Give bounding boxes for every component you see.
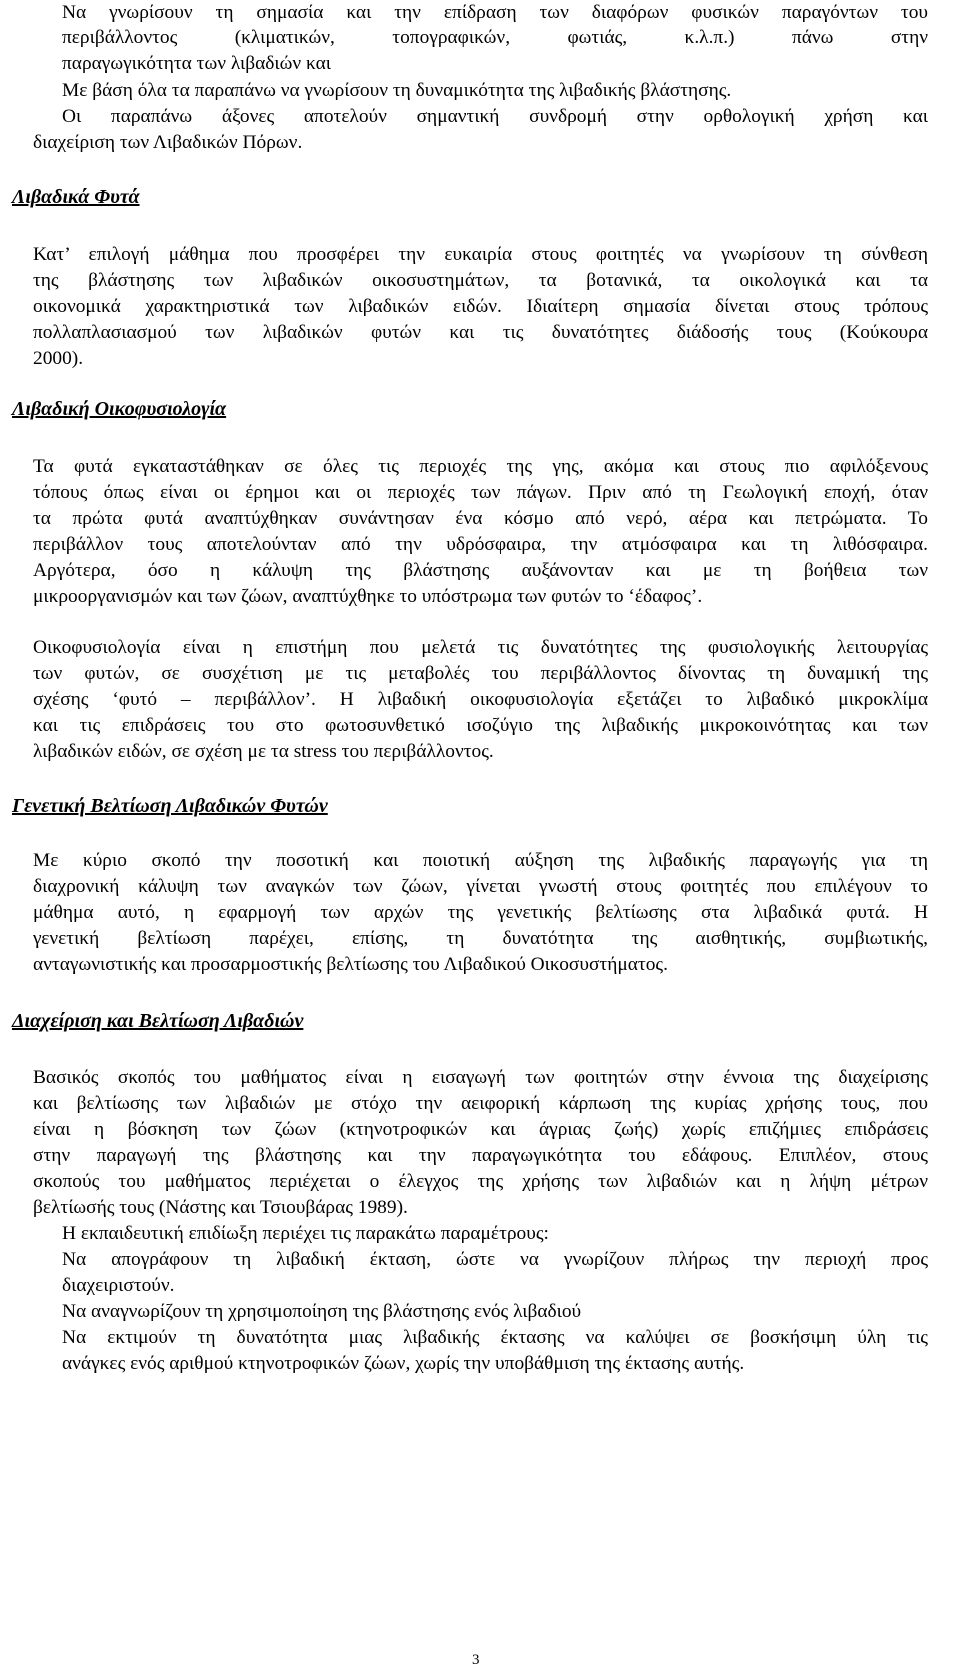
paragraph-line: Οικοφυσιολογία είναι η επιστήμη που μελετά τις δυνατότητες της φυσιολογικής λειτουργίας xyxy=(33,637,928,658)
paragraph-line: και βελτίωσης των λιβαδιών με στόχο την αειφορική κάρπωση της κυρίας χρήσης τους, που xyxy=(33,1093,928,1114)
paragraph-line: στην παραγωγή της βλάστησης και την παραγωγικότητα του εδάφους. Επιπλέον, στους xyxy=(33,1145,928,1166)
paragraph-line: βελτίωσής τους (Νάστης και Τσιουβάρας 1989). xyxy=(33,1197,408,1218)
paragraph-line: ανταγωνιστικής και προσαρμοστικής βελτίωσης του Λιβαδικού Οικοσυστήματος. xyxy=(33,954,668,975)
paragraph-line: λιβαδικών ειδών, σε σχέση με τα stress του περιβάλλοντος. xyxy=(33,741,494,762)
paragraph-line: γενετική βελτίωση παρέχει, επίσης, τη δυνατότητα της αισθητικής, συμβιωτικής, xyxy=(33,928,928,949)
list-item: Να αναγνωρίζουν τη χρησιμοποίηση της βλάστησης ενός λιβαδιού xyxy=(62,1301,582,1322)
paragraph-line: των φυτών, σε συσχέτιση με τις μεταβολές του περιβάλλοντος δίνοντας τη δυναμική της xyxy=(33,663,928,684)
list-item-continued: ανάγκες ενός αριθμού κτηνοτροφικών ζώων, χωρίς την υποβάθμιση της έκτασης αυτής. xyxy=(62,1353,745,1374)
paragraph-line: Κατ’ επιλογή μάθημα που προσφέρει την ευκαιρία στους φοιτητές να γνωρίσουν τη σύνθεση xyxy=(33,244,928,265)
list-item-continued: διαχειριστούν. xyxy=(62,1275,175,1296)
paragraph-line: περιβάλλον τους αποτελούνταν από την υδρόσφαιρα, την ατμόσφαιρα και τη λιθόσφαιρα. xyxy=(33,534,928,555)
section-heading: Λιβαδικά Φυτά xyxy=(12,186,140,208)
page-number: 3 xyxy=(472,1652,480,1668)
paragraph-line: σχέσης ‘φυτό – περιβάλλον’. Η λιβαδική οικοφυσιολογία εξετάζει το λιβαδικό μικροκλίμα xyxy=(33,689,928,710)
paragraph-line: τα πρώτα φυτά αναπτύχθηκαν συνάντησαν ένα κόσμο από νερό, αέρα και πετρώματα. Το xyxy=(33,508,928,529)
paragraph-line: σκοπούς του μαθήματος περιέχεται ο έλεγχος της χρήσης των λιβαδιών και η λήψη μέτρων xyxy=(33,1171,928,1192)
intro-line: διαχείριση των Λιβαδικών Πόρων. xyxy=(33,132,303,153)
paragraph-line: πολλαπλασιασμού των λιβαδικών φυτών και τις δυνατότητες διάδοσής τους (Κούκουρα xyxy=(33,322,928,343)
intro-line: Να γνωρίσουν τη σημασία και την επίδραση των διαφόρων φυσικών παραγόντων του xyxy=(62,2,928,23)
paragraph-line: τόπους όπως είναι οι έρημοι και οι περιοχές των πάγων. Πριν από τη Γεωλογική εποχή, όταν xyxy=(33,482,928,503)
list-intro-line: Η εκπαιδευτική επιδίωξη περιέχει τις παρακάτω παραμέτρους: xyxy=(62,1223,549,1244)
intro-line: παραγωγικότητα των λιβαδιών και xyxy=(62,53,331,74)
paragraph-line: Βασικός σκοπός του μαθήματος είναι η εισαγωγή των φοιτητών στην έννοια της διαχείρισης xyxy=(33,1067,928,1088)
section-heading: Λιβαδική Οικοφυσιολογία xyxy=(12,398,227,420)
intro-line: Οι παραπάνω άξονες αποτελούν σημαντική συνδρομή στην ορθολογική χρήση και xyxy=(62,106,928,127)
paragraph-line: 2000). xyxy=(33,348,84,369)
list-item: Να απογράφουν τη λιβαδική έκταση, ώστε να γνωρίζουν πλήρως την περιοχή προς xyxy=(62,1249,928,1270)
paragraph-line: Τα φυτά εγκαταστάθηκαν σε όλες τις περιοχές της γης, ακόμα και στους πιο αφιλόξενους xyxy=(33,456,928,477)
paragraph-line: είναι η βόσκηση των ζώων (κτηνοτροφικών και άγριας ζωής) χωρίς επιζήμιες επιδράσεις xyxy=(33,1119,928,1140)
paragraph-line: διαχρονική κάλυψη των αναγκών των ζώων, γίνεται γνωστή στους φοιτητές που επιλέγουν το xyxy=(33,876,928,897)
paragraph-line: Αργότερα, όσο η κάλυψη της βλάστησης αυξάνονταν και με τη βοήθεια των xyxy=(33,560,928,581)
section-heading: Γενετική Βελτίωση Λιβαδικών Φυτών xyxy=(12,795,328,817)
paragraph-line: Με κύριο σκοπό την ποσοτική και ποιοτική αύξηση της λιβαδικής παραγωγής για τη xyxy=(33,850,928,871)
list-item: Να εκτιμούν τη δυνατότητα μιας λιβαδικής έκτασης να καλύψει σε βοσκήσιμη ύλη τις xyxy=(62,1327,928,1348)
paragraph-line: μάθημα αυτό, η εφαρμογή των αρχών της γενετικής βελτίωσης στα λιβαδικά φυτά. Η xyxy=(33,902,928,923)
section-heading: Διαχείριση και Βελτίωση Λιβαδιών xyxy=(12,1010,304,1032)
paragraph-line: της βλάστησης των λιβαδικών οικοσυστημάτων, τα βοτανικά, τα οικολογικά και τα xyxy=(33,270,928,291)
intro-line: Με βάση όλα τα παραπάνω να γνωρίσουν τη δυναμικότητα της λιβαδικής βλάστησης. xyxy=(62,80,732,101)
paragraph-line: μικροοργανισμών και των ζώων, αναπτύχθηκε το υπόστρωμα των φυτών το ‘έδαφος’. xyxy=(33,586,703,607)
intro-line: περιβάλλοντος (κλιματικών, τοπογραφικών, φωτιάς, κ.λ.π.) πάνω στην xyxy=(62,27,928,48)
paragraph-line: οικονομικά χαρακτηριστικά των λιβαδικών ειδών. Ιδιαίτερη σημασία δίνεται στους τρόπους xyxy=(33,296,928,317)
paragraph-line: και τις επιδράσεις του στο φωτοσυνθετικό ισοζύγιο της λιβαδικής μικροκοινότητας και των xyxy=(33,715,928,736)
